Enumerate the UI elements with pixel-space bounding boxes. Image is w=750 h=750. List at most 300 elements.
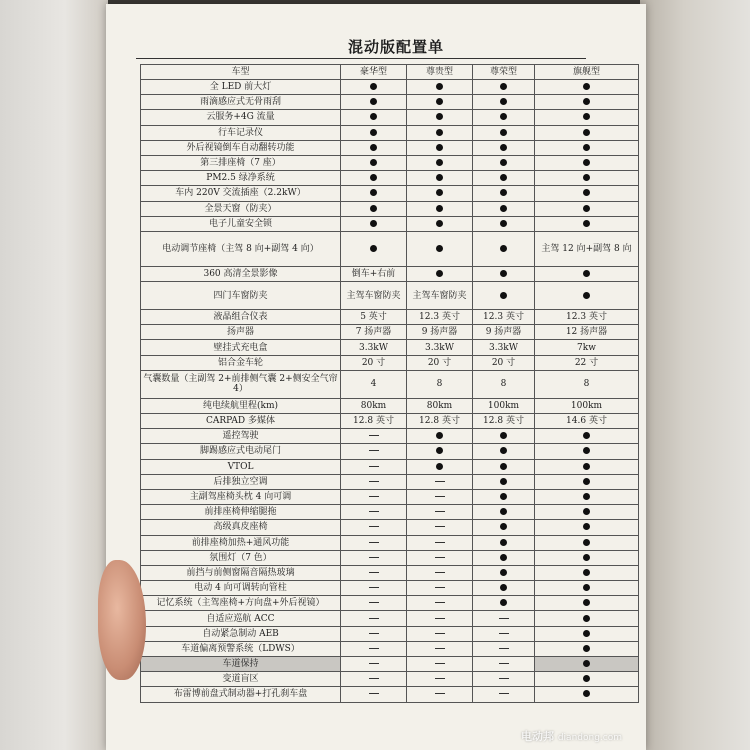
- standard-dot-icon: [583, 615, 590, 622]
- standard-dot-cell: [535, 80, 639, 95]
- not-available-cell: [341, 505, 407, 520]
- value-cell: 3.3kW: [407, 340, 473, 355]
- value-cell: 20 寸: [341, 355, 407, 370]
- table-row: [141, 110, 639, 125]
- feature-name: 四门车窗防夹: [141, 282, 341, 310]
- standard-dot-icon: [436, 245, 443, 252]
- not-available-cell: [341, 611, 407, 626]
- standard-dot-icon: [583, 569, 590, 576]
- dash-icon: [435, 602, 445, 603]
- dash-icon: [369, 557, 379, 558]
- table-row: [141, 581, 639, 596]
- dash-icon: [369, 526, 379, 527]
- standard-dot-icon: [583, 493, 590, 500]
- standard-dot-icon: [500, 174, 507, 181]
- table-row: [141, 550, 639, 565]
- standard-dot-icon: [436, 113, 443, 120]
- feature-name: 电动 4 向可调转向管柱: [141, 581, 341, 596]
- value-cell: 7 扬声器: [341, 325, 407, 340]
- standard-dot-icon: [500, 493, 507, 500]
- value-cell: 12.8 英寸: [407, 414, 473, 429]
- header-trim-1: 豪华型: [341, 65, 407, 80]
- feature-name: 遥控驾驶: [141, 429, 341, 444]
- table-row: [141, 444, 639, 459]
- feature-name: 行车记录仪: [141, 125, 341, 140]
- standard-dot-icon: [370, 83, 377, 90]
- feature-name: 前排座椅伸缩腿拖: [141, 505, 341, 520]
- value-cell: 12 扬声器: [535, 325, 639, 340]
- feature-name: 自适应巡航 ACC: [141, 611, 341, 626]
- value-cell: 12.8 英寸: [473, 414, 535, 429]
- dash-icon: [369, 693, 379, 694]
- standard-dot-cell: [473, 581, 535, 596]
- feature-name: 前排座椅加热+通风功能: [141, 535, 341, 550]
- feature-name: 车内 220V 交流插座（2.2kW）: [141, 186, 341, 201]
- standard-dot-icon: [500, 523, 507, 530]
- watermark-domain: diandong.com: [557, 733, 622, 743]
- standard-dot-cell: [341, 80, 407, 95]
- standard-dot-icon: [436, 220, 443, 227]
- value-cell: 3.3kW: [341, 340, 407, 355]
- standard-dot-icon: [436, 432, 443, 439]
- not-available-cell: [341, 474, 407, 489]
- not-available-cell: [407, 672, 473, 687]
- standard-dot-icon: [500, 584, 507, 591]
- standard-dot-icon: [500, 554, 507, 561]
- standard-dot-cell: [473, 459, 535, 474]
- standard-dot-cell: [473, 565, 535, 580]
- standard-dot-icon: [500, 447, 507, 454]
- standard-dot-cell: [535, 581, 639, 596]
- value-cell: 20 寸: [473, 355, 535, 370]
- standard-dot-icon: [370, 159, 377, 166]
- dash-icon: [369, 466, 379, 467]
- header-trim-3: 尊荣型: [473, 65, 535, 80]
- standard-dot-cell: [535, 641, 639, 656]
- not-available-cell: [341, 687, 407, 702]
- not-available-cell: [341, 444, 407, 459]
- dash-icon: [435, 496, 445, 497]
- standard-dot-cell: [407, 140, 473, 155]
- feature-name: 全景天窗（防夹）: [141, 201, 341, 216]
- standard-dot-cell: [535, 429, 639, 444]
- standard-dot-icon: [583, 599, 590, 606]
- dash-icon: [499, 663, 509, 664]
- standard-dot-cell: [473, 125, 535, 140]
- standard-dot-cell: [473, 266, 535, 281]
- value-cell: 14.6 英寸: [535, 414, 639, 429]
- standard-dot-cell: [535, 216, 639, 231]
- table-row: [141, 340, 639, 355]
- header-model: 车型: [141, 65, 341, 80]
- value-cell: 7kw: [535, 340, 639, 355]
- standard-dot-cell: [341, 171, 407, 186]
- table-row: [141, 520, 639, 535]
- not-available-cell: [341, 657, 407, 672]
- standard-dot-icon: [500, 270, 507, 277]
- standard-dot-cell: [535, 95, 639, 110]
- table-row: [141, 125, 639, 140]
- dash-icon: [435, 633, 445, 634]
- feature-name: 外后视镜倒车自动翻转功能: [141, 140, 341, 155]
- standard-dot-icon: [583, 98, 590, 105]
- value-cell: 100km: [535, 398, 639, 413]
- standard-dot-cell: [535, 611, 639, 626]
- dash-icon: [435, 572, 445, 573]
- dash-icon: [499, 633, 509, 634]
- feature-name: 主副驾座椅头枕 4 向可调: [141, 489, 341, 504]
- value-cell: 主驾车窗防夹: [341, 282, 407, 310]
- not-available-cell: [341, 535, 407, 550]
- not-available-cell: [341, 550, 407, 565]
- standard-dot-icon: [583, 292, 590, 299]
- not-available-cell: [407, 657, 473, 672]
- standard-dot-icon: [500, 98, 507, 105]
- dash-icon: [369, 633, 379, 634]
- watermark-brand: 电动邦: [521, 730, 554, 743]
- standard-dot-cell: [473, 140, 535, 155]
- standard-dot-cell: [473, 520, 535, 535]
- standard-dot-icon: [583, 463, 590, 470]
- not-available-cell: [341, 459, 407, 474]
- feature-name: 铝合金车轮: [141, 355, 341, 370]
- value-cell: 倒车+右前: [341, 266, 407, 281]
- value-cell: 9 扬声器: [473, 325, 535, 340]
- standard-dot-cell: [535, 444, 639, 459]
- table-row: [141, 611, 639, 626]
- standard-dot-cell: [535, 282, 639, 310]
- table-body: [141, 80, 639, 703]
- standard-dot-cell: [473, 201, 535, 216]
- table-row: [141, 641, 639, 656]
- feature-name: CARPAD 多媒体: [141, 414, 341, 429]
- feature-name: 云服务+4G 流量: [141, 110, 341, 125]
- table-row: [141, 535, 639, 550]
- value-cell: 12.8 英寸: [341, 414, 407, 429]
- standard-dot-icon: [370, 245, 377, 252]
- feature-name: 高级真皮座椅: [141, 520, 341, 535]
- table-row: [141, 155, 639, 170]
- standard-dot-cell: [535, 140, 639, 155]
- dash-icon: [369, 587, 379, 588]
- standard-dot-cell: [535, 657, 639, 672]
- feature-name: 壁挂式充电盒: [141, 340, 341, 355]
- standard-dot-cell: [407, 80, 473, 95]
- standard-dot-cell: [341, 231, 407, 266]
- standard-dot-icon: [370, 98, 377, 105]
- standard-dot-cell: [473, 231, 535, 266]
- standard-dot-icon: [583, 554, 590, 561]
- standard-dot-cell: [473, 444, 535, 459]
- standard-dot-cell: [535, 125, 639, 140]
- standard-dot-cell: [535, 155, 639, 170]
- dash-icon: [369, 496, 379, 497]
- feature-name: 电动调节座椅（主驾 8 向+副驾 4 向）: [141, 231, 341, 266]
- standard-dot-icon: [583, 539, 590, 546]
- value-cell: 5 英寸: [341, 310, 407, 325]
- standard-dot-cell: [535, 459, 639, 474]
- feature-name: 纯电续航里程(km): [141, 398, 341, 413]
- standard-dot-cell: [535, 201, 639, 216]
- table-row: [141, 310, 639, 325]
- dash-icon: [369, 602, 379, 603]
- standard-dot-cell: [535, 266, 639, 281]
- header-trim-2: 尊贵型: [407, 65, 473, 80]
- standard-dot-cell: [407, 444, 473, 459]
- feature-name: 第三排座椅（7 座）: [141, 155, 341, 170]
- not-available-cell: [407, 611, 473, 626]
- standard-dot-icon: [370, 189, 377, 196]
- standard-dot-cell: [473, 155, 535, 170]
- standard-dot-icon: [583, 660, 590, 667]
- header-trim-4: 旗舰型: [535, 65, 639, 80]
- standard-dot-icon: [500, 220, 507, 227]
- standard-dot-icon: [583, 690, 590, 697]
- not-available-cell: [407, 565, 473, 580]
- standard-dot-cell: [407, 231, 473, 266]
- background-right: [640, 0, 750, 750]
- title-underline: [136, 58, 586, 59]
- table-row: [141, 429, 639, 444]
- standard-dot-cell: [535, 171, 639, 186]
- standard-dot-icon: [583, 83, 590, 90]
- value-cell: 12.3 英寸: [407, 310, 473, 325]
- standard-dot-cell: [341, 216, 407, 231]
- table-row: [141, 186, 639, 201]
- standard-dot-cell: [535, 565, 639, 580]
- value-cell: 主驾 12 向+副驾 8 向: [535, 231, 639, 266]
- standard-dot-icon: [500, 245, 507, 252]
- standard-dot-icon: [583, 508, 590, 515]
- table-row: [141, 489, 639, 504]
- standard-dot-icon: [583, 159, 590, 166]
- standard-dot-icon: [583, 270, 590, 277]
- dash-icon: [369, 678, 379, 679]
- value-cell: 12.3 英寸: [473, 310, 535, 325]
- standard-dot-cell: [473, 216, 535, 231]
- dash-icon: [499, 678, 509, 679]
- standard-dot-cell: [341, 155, 407, 170]
- not-available-cell: [407, 489, 473, 504]
- standard-dot-icon: [583, 523, 590, 530]
- standard-dot-icon: [436, 447, 443, 454]
- value-cell: 80km: [407, 398, 473, 413]
- feature-name: 脚踢感应式电动尾门: [141, 444, 341, 459]
- standard-dot-icon: [500, 508, 507, 515]
- standard-dot-icon: [370, 144, 377, 151]
- feature-name: 扬声器: [141, 325, 341, 340]
- dash-icon: [499, 693, 509, 694]
- standard-dot-cell: [535, 520, 639, 535]
- standard-dot-cell: [535, 535, 639, 550]
- value-cell: 4: [341, 370, 407, 398]
- standard-dot-cell: [535, 186, 639, 201]
- dash-icon: [369, 542, 379, 543]
- standard-dot-cell: [535, 672, 639, 687]
- standard-dot-cell: [473, 505, 535, 520]
- feature-name: 液晶组合仪表: [141, 310, 341, 325]
- table-row: [141, 505, 639, 520]
- standard-dot-icon: [370, 174, 377, 181]
- table-row: [141, 672, 639, 687]
- dash-icon: [435, 526, 445, 527]
- table-row: [141, 355, 639, 370]
- standard-dot-cell: [473, 80, 535, 95]
- not-available-cell: [473, 626, 535, 641]
- dash-icon: [435, 693, 445, 694]
- standard-dot-cell: [473, 95, 535, 110]
- standard-dot-icon: [583, 220, 590, 227]
- table-row: [141, 216, 639, 231]
- standard-dot-cell: [473, 535, 535, 550]
- not-available-cell: [407, 641, 473, 656]
- not-available-cell: [407, 687, 473, 702]
- dash-icon: [435, 618, 445, 619]
- table-row: [141, 687, 639, 702]
- standard-dot-icon: [436, 189, 443, 196]
- standard-dot-icon: [583, 478, 590, 485]
- not-available-cell: [341, 489, 407, 504]
- standard-dot-cell: [407, 155, 473, 170]
- value-cell: 8: [535, 370, 639, 398]
- feature-name: VTOL: [141, 459, 341, 474]
- feature-name: 全 LED 前大灯: [141, 80, 341, 95]
- dash-icon: [369, 648, 379, 649]
- standard-dot-icon: [583, 174, 590, 181]
- not-available-cell: [341, 429, 407, 444]
- value-cell: 100km: [473, 398, 535, 413]
- standard-dot-cell: [341, 186, 407, 201]
- standard-dot-icon: [583, 675, 590, 682]
- standard-dot-cell: [535, 489, 639, 504]
- standard-dot-cell: [473, 474, 535, 489]
- dash-icon: [369, 663, 379, 664]
- dash-icon: [369, 450, 379, 451]
- dash-icon: [435, 511, 445, 512]
- not-available-cell: [407, 550, 473, 565]
- config-sheet: [106, 4, 646, 750]
- standard-dot-cell: [341, 201, 407, 216]
- standard-dot-cell: [535, 626, 639, 641]
- standard-dot-icon: [436, 98, 443, 105]
- table-row: [141, 201, 639, 216]
- dash-icon: [369, 618, 379, 619]
- not-available-cell: [341, 565, 407, 580]
- watermark: [521, 728, 622, 744]
- value-cell: 22 寸: [535, 355, 639, 370]
- feature-name: 记忆系统（主驾座椅+方向盘+外后视镜）: [141, 596, 341, 611]
- standard-dot-cell: [473, 429, 535, 444]
- feature-name: 车道保持: [141, 657, 341, 672]
- table-row: [141, 140, 639, 155]
- standard-dot-cell: [407, 171, 473, 186]
- feature-name: 气囊数量（主副驾 2+前排侧气囊 2+侧安全气帘 4）: [141, 370, 341, 398]
- feature-name: 布雷博前盘式制动器+打孔刹车盘: [141, 687, 341, 702]
- standard-dot-icon: [500, 205, 507, 212]
- not-available-cell: [341, 626, 407, 641]
- standard-dot-icon: [370, 113, 377, 120]
- not-available-cell: [341, 672, 407, 687]
- standard-dot-cell: [535, 687, 639, 702]
- value-cell: 8: [473, 370, 535, 398]
- standard-dot-cell: [473, 282, 535, 310]
- standard-dot-icon: [500, 129, 507, 136]
- not-available-cell: [341, 520, 407, 535]
- table-row: [141, 565, 639, 580]
- standard-dot-cell: [535, 505, 639, 520]
- dash-icon: [435, 542, 445, 543]
- dash-icon: [435, 648, 445, 649]
- standard-dot-cell: [473, 110, 535, 125]
- standard-dot-icon: [370, 205, 377, 212]
- standard-dot-icon: [500, 463, 507, 470]
- not-available-cell: [407, 520, 473, 535]
- standard-dot-cell: [341, 95, 407, 110]
- value-cell: 12.3 英寸: [535, 310, 639, 325]
- page-title: 混动版配置单: [347, 38, 444, 56]
- standard-dot-icon: [436, 463, 443, 470]
- feature-name: 后排独立空调: [141, 474, 341, 489]
- value-cell: 8: [407, 370, 473, 398]
- not-available-cell: [473, 611, 535, 626]
- standard-dot-icon: [500, 569, 507, 576]
- not-available-cell: [407, 535, 473, 550]
- dash-icon: [435, 481, 445, 482]
- standard-dot-cell: [535, 474, 639, 489]
- standard-dot-icon: [436, 129, 443, 136]
- standard-dot-icon: [500, 478, 507, 485]
- standard-dot-icon: [500, 539, 507, 546]
- standard-dot-icon: [500, 159, 507, 166]
- config-table: [140, 64, 639, 703]
- value-cell: 20 寸: [407, 355, 473, 370]
- feature-name: 雨滴感应式无骨雨刮: [141, 95, 341, 110]
- dash-icon: [369, 511, 379, 512]
- standard-dot-icon: [583, 584, 590, 591]
- value-cell: 3.3kW: [473, 340, 535, 355]
- feature-name: 车道偏离预警系统（LDWS）: [141, 641, 341, 656]
- standard-dot-icon: [436, 159, 443, 166]
- value-cell: 80km: [341, 398, 407, 413]
- table-row: [141, 80, 639, 95]
- dash-icon: [499, 648, 509, 649]
- dash-icon: [435, 587, 445, 588]
- table-row: [141, 231, 639, 266]
- dash-icon: [435, 663, 445, 664]
- table-row: [141, 657, 639, 672]
- feature-name: PM2.5 绿净系统: [141, 171, 341, 186]
- not-available-cell: [407, 596, 473, 611]
- standard-dot-icon: [436, 144, 443, 151]
- standard-dot-cell: [407, 201, 473, 216]
- not-available-cell: [473, 672, 535, 687]
- background-left: [0, 0, 108, 750]
- standard-dot-icon: [583, 189, 590, 196]
- standard-dot-icon: [583, 144, 590, 151]
- not-available-cell: [407, 581, 473, 596]
- standard-dot-cell: [407, 95, 473, 110]
- not-available-cell: [473, 657, 535, 672]
- table-row: [141, 626, 639, 641]
- standard-dot-icon: [500, 599, 507, 606]
- standard-dot-icon: [583, 447, 590, 454]
- standard-dot-icon: [436, 174, 443, 181]
- standard-dot-icon: [370, 129, 377, 136]
- standard-dot-icon: [500, 113, 507, 120]
- standard-dot-cell: [473, 596, 535, 611]
- dash-icon: [369, 435, 379, 436]
- table-header-row: [141, 65, 639, 80]
